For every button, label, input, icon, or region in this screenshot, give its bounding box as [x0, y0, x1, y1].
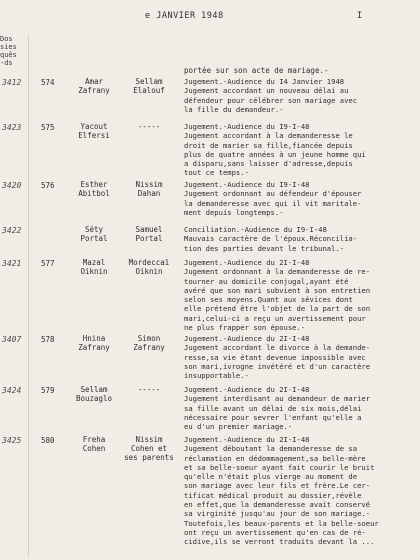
judgment-text [184, 334, 416, 380]
margin-tab-line: -ds [0, 59, 13, 67]
judgment-line: cidive,ils se verront traduits devant la ... [184, 537, 375, 547]
defendant-name [123, 385, 175, 394]
judgment-line: la fille du demandeur.- [184, 104, 284, 114]
judgment-text [184, 258, 416, 332]
judgment-line: ne plus frapper son épouse.- [184, 323, 306, 333]
intro-line: portée sur son acte de mariage.- [184, 66, 329, 75]
name-line: Amar [84, 77, 104, 86]
defendant-name [123, 334, 175, 352]
judgment-line: tificat médical produit au dossier,révèle [184, 490, 362, 500]
name-line: Abitbol [78, 189, 110, 198]
handwritten-dossier-number: 3425 [2, 436, 22, 445]
plaintiff-name [68, 122, 120, 140]
margin-tab-line: sies [0, 43, 17, 51]
judgment-line: qu'elle n'était plus vierge au moment de [184, 472, 358, 482]
judgment-line: a disparu,sans laisser d'adresse,depuis [184, 159, 353, 169]
entry-number: 574 [41, 78, 55, 87]
judgment-line: Jugement accordant à la demanderesse le [184, 131, 353, 141]
defendant-name [123, 435, 175, 462]
name-line: Elalouf [133, 86, 165, 95]
name-line: ----- [137, 385, 161, 394]
entry-number: 576 [41, 181, 55, 190]
judgment-line: ont reçu un avertissement qu'en cas de ré- [184, 527, 366, 537]
judgment-line: Mauvais caractère de l'époux.Réconcilia- [184, 234, 358, 244]
name-line: Nissim [135, 180, 163, 189]
plaintiff-name [68, 385, 120, 403]
margin-rule [28, 36, 29, 556]
judgment-line: son mari,ivrogne invétéré et d'un caractère [184, 361, 371, 371]
name-line: Hnina [82, 334, 106, 343]
judgment-line: Jugement.-Audience du 2I-I-48 [184, 258, 310, 267]
defendant-name [123, 225, 175, 243]
judgment-text [184, 435, 416, 547]
handwritten-dossier-number: 3424 [2, 386, 22, 395]
judgment-line: nécessaire pour sevrer l'enfant qu'elle a [184, 412, 362, 422]
name-line: Zafrany [78, 343, 110, 352]
name-line: Elfersi [78, 131, 110, 140]
name-line: ----- [137, 122, 161, 131]
judgment-line: elle prétend être l'objet de la part de son [184, 304, 371, 314]
header-date: e JANVIER 1948 [145, 11, 224, 21]
judgment-line: son mariage avec leur fils et frère.Le cer- [184, 481, 371, 491]
judgment-line: plus de quatre années à un jeune homme qui [184, 149, 366, 159]
page-number: I [357, 11, 363, 21]
name-line: Oiknin [135, 267, 163, 276]
judgment-text [184, 122, 416, 178]
name-line: Mordeccaï [128, 258, 170, 267]
defendant-name [123, 180, 175, 198]
defendant-name [123, 122, 175, 131]
margin-column-header [0, 35, 21, 75]
judgment-line: droit de marier sa fille,fiancée depuis [184, 140, 353, 150]
judgment-line: Jugement accordant le divorce à la demande- [184, 343, 371, 353]
judgment-line: Jugement.-Audience du I9-I-48 [184, 180, 310, 189]
name-line: Séty [84, 225, 104, 234]
judgment-line: en effet,que la demanderesse avait conservé [184, 500, 371, 510]
handwritten-dossier-number: 3423 [2, 123, 22, 132]
judgment-line: Jugement.-Audience du 2I-I-48 [184, 435, 310, 444]
judgment-line: la demanderesse avec qui il vit maritale- [184, 198, 362, 208]
name-line: Dahan [137, 189, 161, 198]
handwritten-dossier-number: 3412 [2, 78, 22, 87]
judgment-line: Jugement ordonnant à la demanderesse de re- [184, 267, 371, 277]
judgment-line: sa fille avant un délai de six mois,délai [184, 403, 362, 413]
judgment-line: tout ce temps.- [184, 168, 249, 178]
judgment-line: Jugement.-Audience du I4 Janvier 1948 [184, 77, 345, 86]
name-line: Cohen et [130, 444, 168, 453]
judgment-line: Toutefois,les beaux-parents et la belle-soeur [184, 518, 379, 528]
judgment-line: Jugement accordant un nouveau délai au [184, 86, 349, 96]
plaintiff-name [68, 180, 120, 198]
judgment-line: Jugement.-Audience du 2I-I-48 [184, 334, 310, 343]
name-line: Oiknin [80, 267, 108, 276]
name-line: Portal [80, 234, 108, 243]
plaintiff-name [68, 435, 120, 453]
name-line: Zafrany [78, 86, 110, 95]
entry-number: 577 [41, 259, 55, 268]
judgment-line: réclamation en dédommagement,sa belle-mère [184, 453, 366, 463]
name-line: Bouzaglo [75, 394, 113, 403]
name-line: Zafrany [133, 343, 165, 352]
name-line: Portal [135, 234, 163, 243]
judgment-line: Jugement.-Audience du 2I-I-48 [184, 385, 310, 394]
plaintiff-name [68, 258, 120, 276]
judgment-text [184, 385, 416, 431]
judgment-line: Jugement.-Audience du I9-I-48 [184, 122, 310, 131]
handwritten-dossier-number: 3422 [2, 226, 22, 235]
name-line: Samuel [135, 225, 163, 234]
name-line: Yacout [80, 122, 108, 131]
judgment-line: avéré que son mari subvient à son entretien [184, 285, 371, 295]
entry-number: 578 [41, 335, 55, 344]
entry-number: 575 [41, 123, 55, 132]
entry-number: 580 [41, 436, 55, 445]
entry-number: 579 [41, 386, 55, 395]
judgment-line: eu d'un premier mariage.- [184, 422, 293, 432]
name-line: Esther [80, 180, 108, 189]
name-line: Simon [137, 334, 161, 343]
defendant-name [123, 258, 175, 276]
plaintiff-name [68, 334, 120, 352]
handwritten-dossier-number: 3421 [2, 259, 22, 268]
judgment-line: resse,sa vie étant devenue impossible avec [184, 352, 366, 362]
plaintiff-name [68, 77, 120, 95]
judgment-line: mari,celui-ci a reçu un avertissement pour [184, 313, 366, 323]
judgment-line: Jugement déboutant la demanderesse de sa [184, 444, 358, 454]
judgment-text [184, 180, 416, 217]
judgment-line: selon ses moyens.Quant aux sévices dont [184, 295, 353, 305]
judgment-text [184, 225, 416, 253]
judgment-line: défendeur pour célébrer son mariage avec [184, 95, 358, 105]
judgment-line: Jugement ordonnant au défendeur d'épouser [184, 189, 362, 199]
name-line: Freha [82, 435, 106, 444]
name-line: Sellam [135, 77, 163, 86]
judgment-text [184, 77, 416, 114]
plaintiff-name [68, 225, 120, 243]
name-line: Cohen [82, 444, 106, 453]
judgment-line: tion des parties devant le tribunal.- [184, 243, 345, 253]
judgment-line: ment depuis longtemps.- [184, 207, 284, 217]
name-line: Mazal [82, 258, 106, 267]
judgment-line: Conciliation.-Audience du I9-I-48 [184, 225, 327, 234]
judgment-line: et sa belle-soeur ayant fait courir le bruit [184, 462, 375, 472]
defendant-name [123, 77, 175, 95]
margin-tab-line: quês [0, 51, 17, 59]
judgment-line: tourner au domicile conjugal,ayant été [184, 276, 349, 286]
judgment-line: sa virginité jusqu'au jour de son mariage.- [184, 509, 371, 519]
name-line: Nissim [135, 435, 163, 444]
judgment-line: insupportable.- [184, 371, 249, 381]
judgment-line: Jugement interdisant au demandeur de marier [184, 394, 371, 404]
handwritten-dossier-number: 3420 [2, 181, 22, 190]
margin-tab-line: Dos [0, 35, 13, 43]
handwritten-dossier-number: 3407 [2, 335, 22, 344]
name-line: ses parents [124, 453, 174, 462]
name-line: Sellam [80, 385, 108, 394]
